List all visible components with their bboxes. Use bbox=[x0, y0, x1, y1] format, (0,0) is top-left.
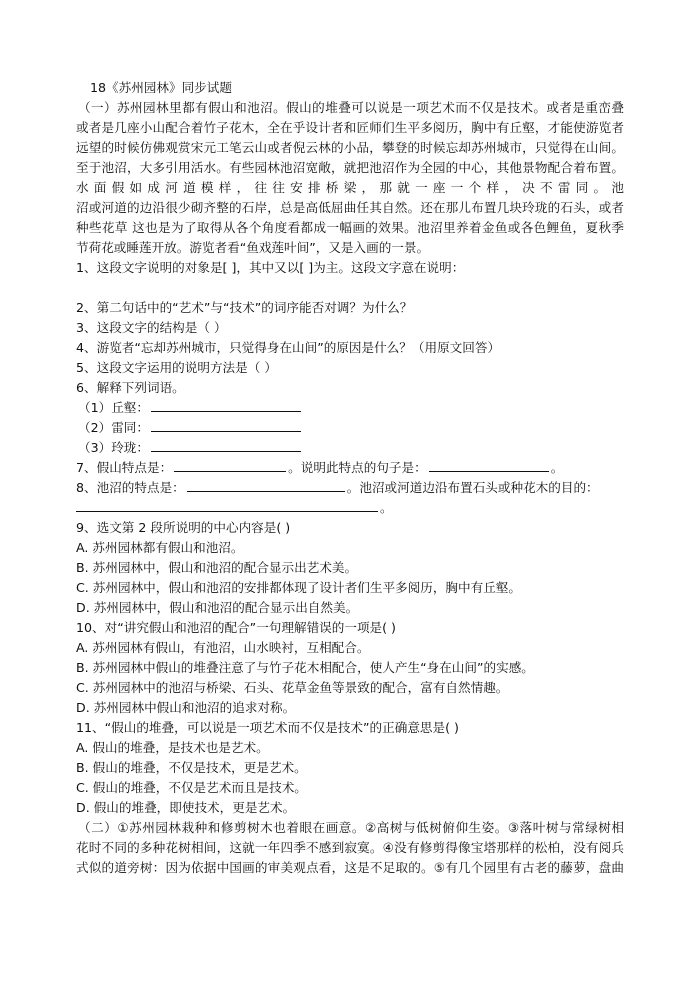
question-7-mid: 。说明此特点的句子是： bbox=[288, 460, 427, 475]
option-b: B. 苏州园林中，假山和池沼的配合显示出艺术美。 bbox=[76, 560, 358, 575]
option-a: A. 苏州园林有假山，有池沼，山水映衬，互相配合。 bbox=[76, 640, 370, 655]
question-7-end: 。 bbox=[550, 460, 564, 475]
option-b: B. 假山的堆叠，不仅是技术，更是艺术。 bbox=[76, 760, 307, 775]
paragraph-line: 沼或河道的边沿很少砌齐整的石岸，总是高低屈曲任其自然。还在那儿布置几块玲珑的石头，或者 bbox=[76, 200, 624, 215]
option-a: A. 假山的堆叠，是技术也是艺术。 bbox=[76, 740, 269, 755]
question-5: 5、这段文字运用的说明方法是（ ） bbox=[76, 360, 277, 375]
option-d: D. 假山的堆叠，即使技术，更是艺术。 bbox=[76, 800, 296, 815]
question-4: 4、游览者“忘却苏州城市，只觉得身在山间”的原因是什么？（用原文回答） bbox=[76, 340, 501, 355]
paragraph-line: 花时不同的多种花树相间，这就一年四季不感到寂寞。④没有修剪得像宝塔那样的松柏，没有阅兵 bbox=[76, 840, 624, 855]
answer-blank[interactable] bbox=[151, 418, 301, 432]
answer-blank[interactable] bbox=[76, 498, 378, 512]
question-10: 10、对“讲究假山和池沼的配合”一句理解错误的一项是( ) bbox=[76, 620, 396, 635]
option-c: C. 苏州园林中，假山和池沼的安排都体现了设计者们生平多阅历，胸中有丘壑。 bbox=[76, 580, 521, 595]
answer-blank[interactable] bbox=[151, 398, 301, 412]
option-a: A. 苏州园林都有假山和池沼。 bbox=[76, 540, 244, 555]
option-d: D. 苏州园林中，假山和池沼的配合显示出自然美。 bbox=[76, 600, 359, 615]
answer-blank[interactable] bbox=[429, 458, 549, 472]
question-3: 3、这段文字的结构是（ ） bbox=[76, 320, 227, 335]
option-d: D. 苏州园林中假山和池沼的追求对称。 bbox=[76, 700, 296, 715]
term-1-row bbox=[78, 398, 638, 418]
question-8-mid: 。池沼或河道边沿布置石头或种花木的目的： bbox=[346, 480, 599, 495]
paragraph-line: （二）①苏州园林栽种和修剪树木也着眼在画意。②高树与低树俯仰生姿。③落叶树与常绿树相 bbox=[78, 820, 624, 835]
answer-blank[interactable] bbox=[187, 478, 345, 492]
question-8-end: 。 bbox=[380, 500, 393, 515]
answer-blank[interactable] bbox=[151, 438, 301, 452]
term-3-row bbox=[78, 438, 638, 458]
term-2-label: （2）雷同： bbox=[78, 420, 149, 435]
option-c: C. 苏州园林中的池沼与桥梁、石头、花草金鱼等景致的配合，富有自然情趣。 bbox=[76, 680, 509, 695]
term-1-label: （1）丘壑： bbox=[78, 400, 149, 415]
option-b: B. 苏州园林中假山的堆叠注意了与竹子花木相配合，使人产生“身在山间”的实感。 bbox=[76, 660, 534, 675]
question-8-label: 8、池沼的特点是： bbox=[76, 480, 185, 495]
paragraph-line: 水面假如成河道模样，往往安排桥梁，那就一座一个样，决不雷同。池 bbox=[76, 180, 624, 195]
question-9: 9、选文第 2 段所说明的中心内容是( ) bbox=[76, 520, 291, 535]
question-7 bbox=[76, 458, 636, 478]
paragraph-line: （一）苏州园林里都有假山和池沼。假山的堆叠可以说是一项艺术而不仅是技术。或者是重峦叠 bbox=[78, 100, 624, 115]
term-3-label: （3）玲珑： bbox=[78, 440, 149, 455]
question-2: 2、第二句话中的“艺术”与“技术”的词序能否对调？为什么？ bbox=[76, 300, 413, 315]
paragraph-line: 至于池沼，大多引用活水。有些园林池沼宽敞，就把池沼作为全园的中心，其他景物配合着布置。 bbox=[76, 160, 624, 175]
question-7-label: 7、假山特点是： bbox=[76, 460, 173, 475]
paragraph-line: 式似的道旁树：因为依据中国画的审美观点看，这是不足取的。⑤有几个园里有古老的藤萝，盘曲 bbox=[76, 860, 624, 875]
question-1: 1、这段文字说明的对象是[ ]，其中又以[ ]为主。这段文字意在说明： bbox=[76, 260, 465, 275]
document-title: 18《苏州园林》同步试题 bbox=[90, 80, 232, 95]
question-8 bbox=[76, 478, 636, 498]
answer-blank[interactable] bbox=[174, 458, 286, 472]
question-11: 11、“假山的堆叠，可以说是一项艺术而不仅是技术”的正确意思是( ) bbox=[76, 720, 459, 735]
paragraph-line: 或者是几座小山配合着竹子花木，全在乎设计者和匠师们生平多阅历，胸中有丘壑，才能使游览者 bbox=[76, 120, 624, 135]
question-8-continued bbox=[76, 498, 636, 518]
paragraph-line: 种些花草 这也是为了取得从各个角度看都成一幅画的效果。池沼里养着金鱼或各色鲤鱼，夏秋季 bbox=[76, 220, 624, 235]
paragraph-line: 远望的时候仿佛观赏宋元工笔云山或者倪云林的小品，攀登的时候忘却苏州城市，只觉得在山间。 bbox=[76, 140, 624, 155]
option-c: C. 假山的堆叠，不仅是艺术而且是技术。 bbox=[76, 780, 307, 795]
question-6: 6、解释下列词语。 bbox=[76, 380, 185, 395]
paragraph-line: 节荷花或睡莲开放。游览者看“鱼戏莲叶间”，又是入画的一景。 bbox=[76, 240, 430, 255]
term-2-row bbox=[78, 418, 638, 438]
